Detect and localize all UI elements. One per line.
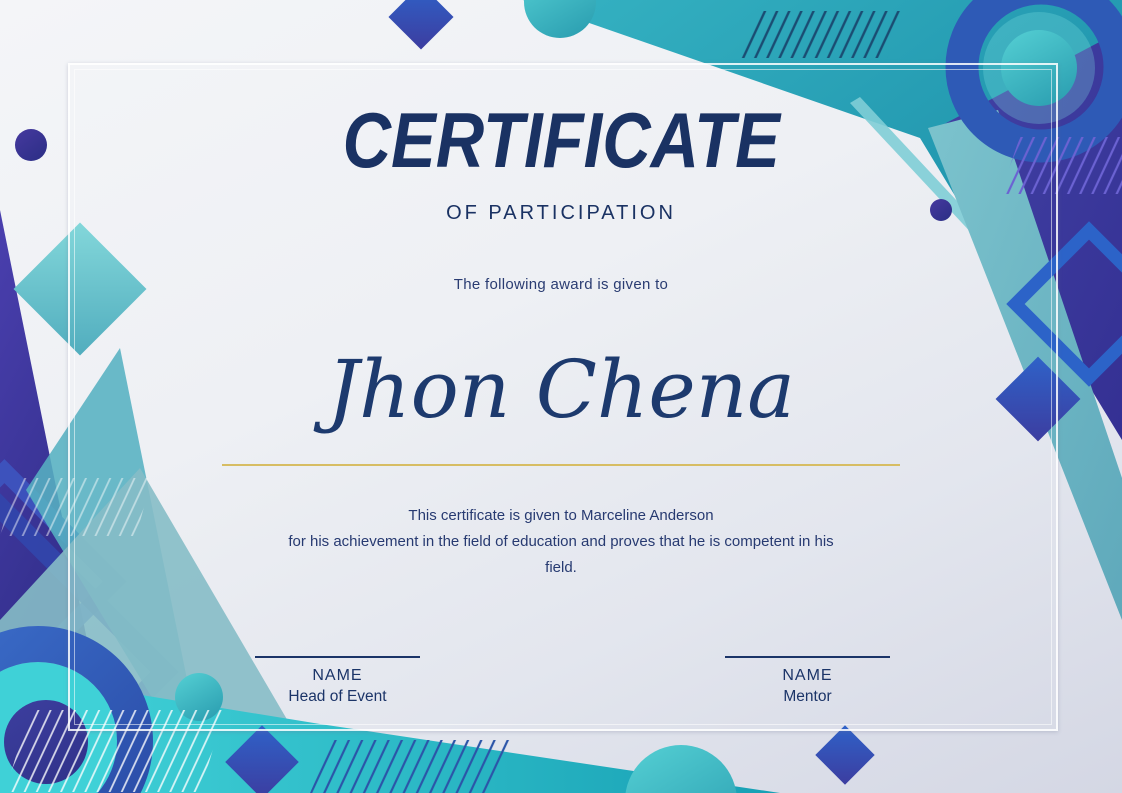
signature-role: Head of Event (288, 688, 387, 705)
body-line: This certificate is given to Marceline Anderson (408, 507, 714, 524)
top-right-hatch-lines (737, 11, 907, 58)
signature-name-label: NAME (312, 667, 363, 684)
signature-block-mentor (725, 656, 890, 706)
top-blue-diamond-shape (388, 0, 453, 50)
gold-divider-line (222, 464, 900, 466)
signature-block-head-of-event (255, 656, 420, 706)
signature-role: Mentor (783, 688, 832, 705)
signature-name-label: NAME (782, 667, 833, 684)
body-line: for his achievement in the field of education and proves that he is competent in his (288, 533, 834, 550)
certificate-body-text (0, 503, 1122, 581)
body-line: field. (545, 559, 577, 576)
bottom-right-diamond-shape (815, 725, 874, 784)
certificate-subtitle: OF PARTICIPATION (446, 202, 676, 224)
certificate-title-text: CERTIFICATE (342, 96, 780, 184)
bottom-teal-circle-shape (625, 745, 737, 793)
signature-line (725, 656, 890, 658)
top-teal-circle-shape (524, 0, 596, 38)
bottom-center-hatch-lines (310, 740, 515, 793)
recipient-name: Jhon Chena (326, 343, 795, 436)
signature-line (255, 656, 420, 658)
certificate-title (0, 96, 1122, 184)
award-intro-text: The following award is given to (453, 276, 669, 293)
